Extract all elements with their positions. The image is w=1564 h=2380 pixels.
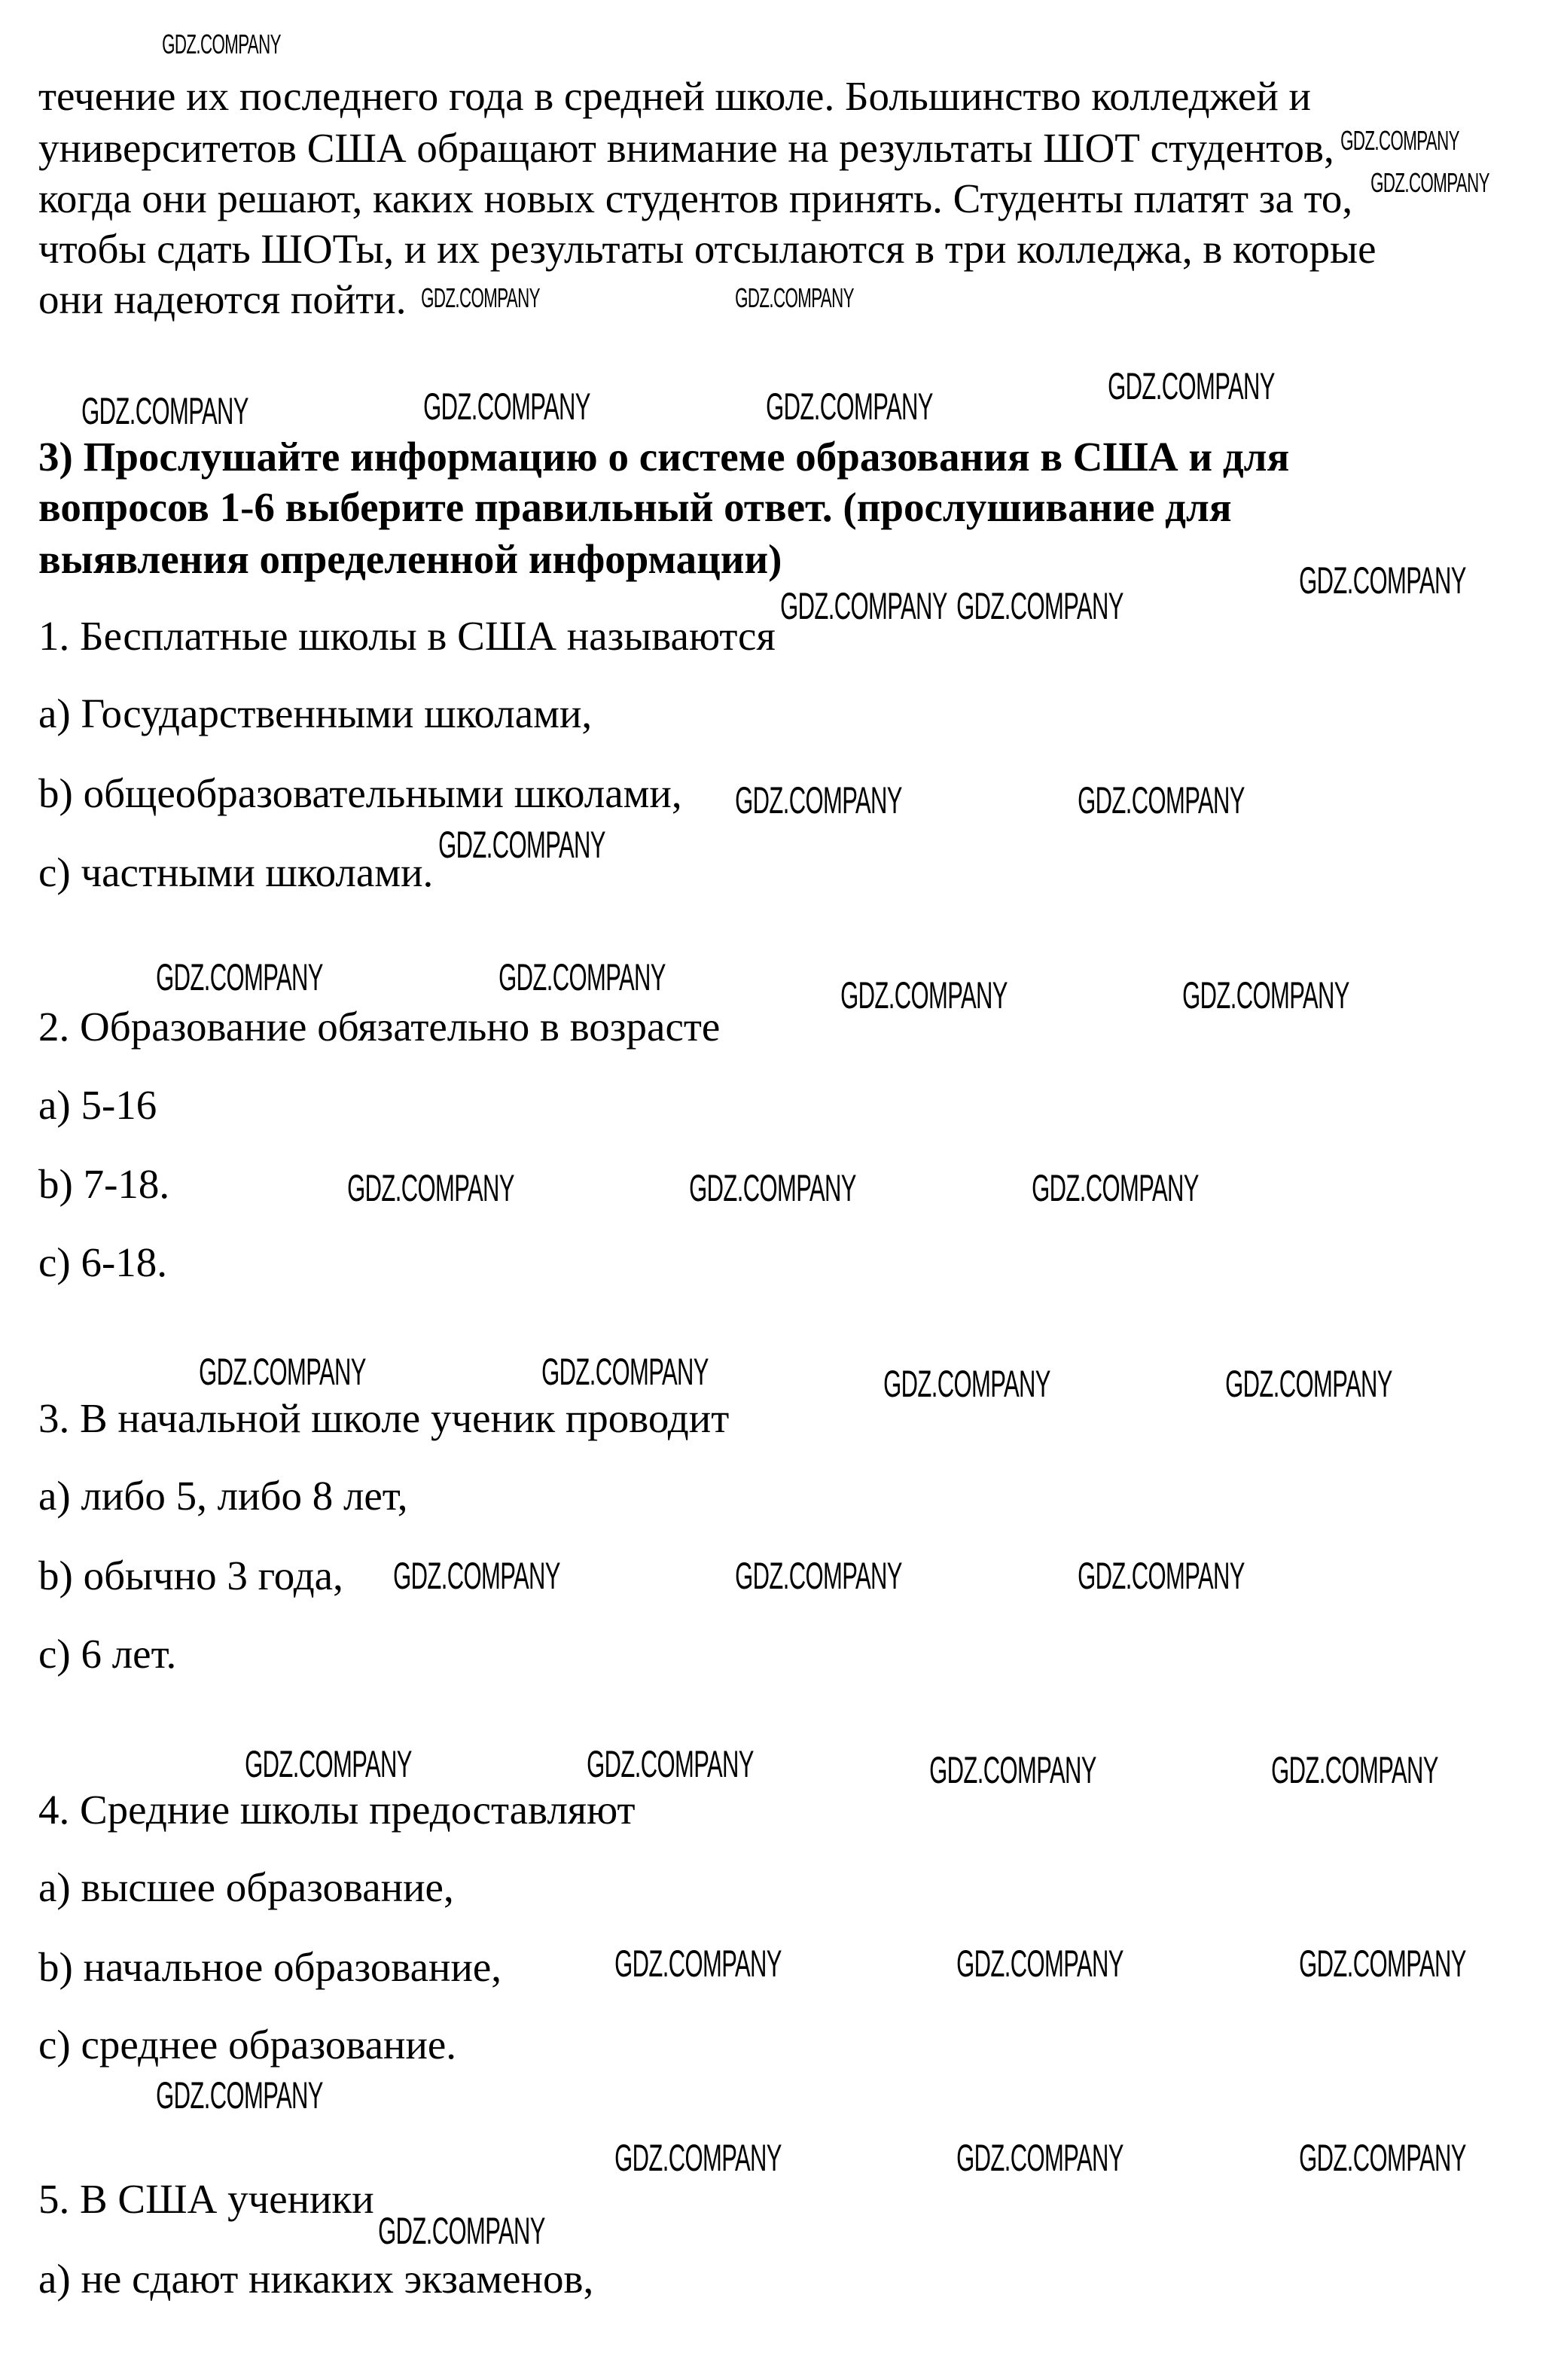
answer-option-c: c) частными школами.	[38, 849, 434, 895]
answer-option-b: b) общеобразовательными школами,	[38, 770, 682, 816]
question-text: 1. Бесплатные школы в США называются	[38, 613, 776, 659]
watermark: GDZ.COMPANY	[156, 956, 324, 999]
watermark: GDZ.COMPANY	[765, 385, 933, 428]
watermark: GDZ.COMPANY	[81, 389, 248, 432]
watermark: GDZ.COMPANY	[840, 974, 1008, 1017]
watermark: GDZ.COMPANY	[1182, 974, 1350, 1017]
answer-option-a: a) высшее образование,	[38, 1864, 454, 1910]
watermark: GDZ.COMPANY	[780, 585, 947, 628]
watermark: GDZ.COMPANY	[614, 1943, 782, 1985]
watermark: GDZ.COMPANY	[1298, 2137, 1466, 2180]
watermark: GDZ.COMPANY	[956, 1943, 1124, 1985]
watermark: GDZ.COMPANY	[956, 585, 1124, 628]
task-heading-line: вопросов 1-6 выберите правильный ответ. (прослушивание для	[38, 484, 1232, 530]
task-heading-line: 3) Прослушайте информацию о системе образования в США и для	[38, 434, 1290, 480]
watermark: GDZ.COMPANY	[1108, 365, 1275, 408]
watermark: GDZ.COMPANY	[1031, 1167, 1199, 1210]
question-text: 4. Средние школы предоставляют	[38, 1787, 636, 1833]
answer-option-a: a) Государственными школами,	[38, 690, 593, 736]
watermark: GDZ.COMPANY	[735, 1555, 903, 1598]
watermark: GDZ.COMPANY	[437, 824, 605, 867]
watermark: GDZ.COMPANY	[1370, 167, 1489, 199]
answer-option-c: c) 6-18.	[38, 1239, 168, 1285]
paragraph-line: течение их последнего года в средней школе. Большинство колледжей и	[38, 73, 1311, 119]
question-text: 2. Образование обязательно в возрасте	[38, 1004, 721, 1050]
watermark: GDZ.COMPANY	[541, 1350, 709, 1393]
watermark: GDZ.COMPANY	[735, 779, 903, 821]
answer-option-c: c) среднее образование.	[38, 2022, 457, 2068]
watermark: GDZ.COMPANY	[689, 1167, 857, 1210]
watermark: GDZ.COMPANY	[734, 282, 854, 314]
watermark: GDZ.COMPANY	[614, 2137, 782, 2180]
watermark: GDZ.COMPANY	[423, 385, 591, 428]
watermark: GDZ.COMPANY	[1271, 1748, 1438, 1791]
watermark: GDZ.COMPANY	[1298, 559, 1466, 602]
paragraph-line: университетов США обращают внимание на результаты ШОТ студентов,	[38, 125, 1334, 171]
watermark: GDZ.COMPANY	[199, 1350, 367, 1393]
answer-option-b: b) 7-18.	[38, 1161, 170, 1207]
watermark: GDZ.COMPANY	[347, 1167, 514, 1210]
watermark: GDZ.COMPANY	[1077, 779, 1245, 821]
answer-option-b: b) обычно 3 года,	[38, 1553, 343, 1598]
answer-option-a: a) не сдают никаких экзаменов,	[38, 2256, 594, 2302]
watermark: GDZ.COMPANY	[1298, 1943, 1466, 1985]
answer-option-a: a) либо 5, либо 8 лет,	[38, 1473, 408, 1519]
watermark: GDZ.COMPANY	[245, 1742, 412, 1785]
watermark: GDZ.COMPANY	[928, 1748, 1096, 1791]
question-text: 5. В США ученики	[38, 2176, 374, 2222]
watermark: GDZ.COMPANY	[156, 2074, 324, 2116]
paragraph-line: когда они решают, каких новых студентов принять. Студенты платят за то,	[38, 175, 1353, 221]
watermark: GDZ.COMPANY	[377, 2210, 545, 2253]
answer-option-b: b) начальное образование,	[38, 1944, 502, 1990]
watermark: GDZ.COMPANY	[1340, 125, 1459, 157]
watermark: GDZ.COMPANY	[421, 282, 541, 314]
watermark: GDZ.COMPANY	[1225, 1362, 1393, 1405]
watermark: GDZ.COMPANY	[956, 2137, 1124, 2180]
watermark: GDZ.COMPANY	[883, 1362, 1050, 1405]
watermark: GDZ.COMPANY	[162, 29, 281, 60]
answer-option-c: c) 6 лет.	[38, 1631, 177, 1677]
paragraph-line: они надеются пойти.	[38, 276, 407, 322]
watermark: GDZ.COMPANY	[587, 1742, 755, 1785]
question-text: 3. В начальной школе ученик проводит	[38, 1395, 730, 1441]
paragraph-line: чтобы сдать ШОТы, и их результаты отсылаются в три колледжа, в которые	[38, 226, 1377, 272]
watermark: GDZ.COMPANY	[1077, 1555, 1245, 1598]
answer-option-a: a) 5-16	[38, 1082, 157, 1128]
watermark: GDZ.COMPANY	[392, 1555, 560, 1598]
watermark: GDZ.COMPANY	[498, 956, 666, 999]
task-heading-line: выявления определенной информации)	[38, 536, 782, 582]
